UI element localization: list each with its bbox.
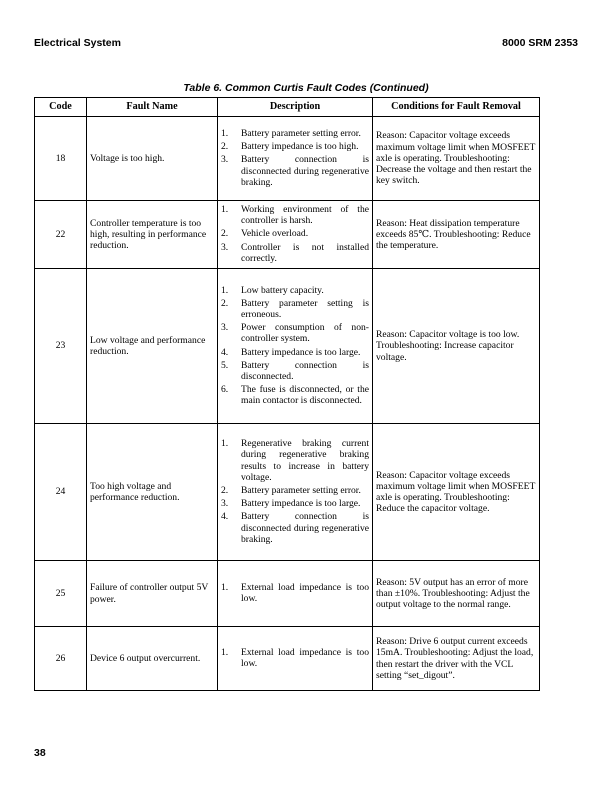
list-item-number: 2.	[221, 141, 229, 153]
list-item	[221, 647, 369, 669]
list-item	[221, 582, 369, 604]
list-item	[221, 242, 369, 264]
table-row	[35, 627, 540, 691]
list-item	[221, 511, 369, 545]
fault-code-cell: 18	[35, 117, 87, 201]
fault-name-cell: Failure of controller output 5V power.	[87, 561, 218, 627]
list-item-number: 2.	[221, 484, 229, 496]
column-header-description: Description	[218, 98, 373, 117]
table-row	[35, 424, 540, 561]
page-number: 38	[34, 747, 46, 759]
list-item-number: 3.	[221, 154, 229, 166]
fault-removal-cell: Reason: Heat dissipation temperature exceeds 85℃. Troubleshooting: Reduce the temperature.	[373, 201, 540, 269]
list-item-text: Battery impedance is too large.	[241, 498, 361, 510]
list-item	[221, 360, 369, 382]
table-caption: Table 6. Common Curtis Fault Codes (Continued)	[183, 82, 429, 94]
list-item	[221, 128, 369, 139]
fault-removal-cell: Reason: Drive 6 output current exceeds 15mA. Troubleshooting: Adjust the load, then restart the driver with the VCL setting “set_digout”.	[373, 627, 540, 691]
list-item	[221, 498, 369, 509]
list-item	[221, 384, 369, 406]
description-cell	[218, 117, 373, 201]
table-row	[35, 561, 540, 627]
fault-name-cell: Low voltage and performance reduction.	[87, 269, 218, 424]
table-row	[35, 269, 540, 424]
table-row	[35, 201, 540, 269]
list-item-text: Battery parameter setting is erroneous.	[241, 297, 369, 320]
fault-code-cell: 24	[35, 424, 87, 561]
list-item-text: Battery impedance is too large.	[241, 346, 361, 358]
description-cell	[218, 269, 373, 424]
list-item-number: 3.	[221, 322, 229, 334]
fault-removal-cell: Reason: Capacitor voltage exceeds maximum voltage limit when MOSFEET axle is operating. Troubleshooting: Decrease the voltage and then restart the key switch.	[373, 117, 540, 201]
list-item-number: 3.	[221, 241, 229, 253]
list-item-text: Battery connection is disconnected during regenerative braking.	[241, 154, 369, 188]
list-item-number: 4.	[221, 511, 229, 523]
list-item-text: Battery connection is disconnected.	[241, 359, 369, 382]
list-item-number: 6.	[221, 384, 229, 396]
description-list	[221, 582, 369, 604]
list-item-number: 3.	[221, 498, 229, 510]
description-list	[221, 128, 369, 188]
list-item-text: Battery parameter setting error.	[241, 484, 361, 496]
list-item-text: Working environment of the controller is harsh.	[241, 204, 369, 227]
description-list	[221, 647, 369, 669]
list-item-text: Controller is not installed correctly.	[241, 241, 369, 264]
fault-name-cell: Too high voltage and performance reduction.	[87, 424, 218, 561]
list-item	[221, 298, 369, 320]
description-cell	[218, 201, 373, 269]
fault-removal-cell: Reason: Capacitor voltage is too low. Troubleshooting: Increase capacitor voltage.	[373, 269, 540, 424]
column-header-conditions: Conditions for Fault Removal	[373, 98, 540, 117]
list-item	[221, 154, 369, 188]
list-item-text: External load impedance is too low.	[241, 646, 369, 670]
list-item-text: Low battery capacity.	[241, 284, 324, 296]
table-row	[35, 117, 540, 201]
fault-code-cell: 25	[35, 561, 87, 627]
list-item	[221, 204, 369, 226]
list-item	[221, 438, 369, 483]
list-item-number: 1.	[221, 204, 229, 215]
list-item	[221, 322, 369, 344]
list-item	[221, 141, 369, 152]
list-item-number: 2.	[221, 297, 229, 309]
description-list	[221, 204, 369, 264]
list-item-text: Battery parameter setting error.	[241, 127, 361, 139]
list-item-number: 4.	[221, 346, 229, 358]
list-item-number: 5.	[221, 359, 229, 371]
list-item-text: Battery impedance is too high.	[241, 141, 359, 153]
fault-code-cell: 22	[35, 201, 87, 269]
list-item-number: 1.	[221, 127, 229, 139]
fault-name-cell: Device 6 output overcurrent.	[87, 627, 218, 691]
list-item	[221, 228, 369, 239]
list-item-number: 1.	[221, 646, 229, 658]
list-item-text: Power consumption of non-controller system.	[241, 322, 369, 345]
fault-name-cell: Controller temperature is too high, resulting in performance reduction.	[87, 201, 218, 269]
description-list	[221, 285, 369, 407]
column-header-code: Code	[35, 98, 87, 117]
table-body	[35, 117, 540, 691]
fault-removal-cell: Reason: Capacitor voltage exceeds maximum voltage limit when MOSFEET axle is operating. Troubleshooting: Reduce the capacitor voltage.	[373, 424, 540, 561]
table-header-row	[35, 98, 540, 117]
list-item-number: 1.	[221, 284, 229, 296]
description-cell	[218, 424, 373, 561]
list-item	[221, 485, 369, 496]
list-item-text: External load impedance is too low.	[241, 581, 369, 605]
list-item	[221, 285, 369, 296]
list-item-number: 1.	[221, 581, 229, 593]
description-cell	[218, 561, 373, 627]
fault-removal-cell: Reason: 5V output has an error of more than ±10%. Troubleshooting: Adjust the output voltage to the normal range.	[373, 561, 540, 627]
list-item-text: Battery connection is disconnected during regenerative braking.	[241, 511, 369, 545]
description-list	[221, 438, 369, 545]
list-item-text: Regenerative braking current during regenerative braking results to increase in battery voltage.	[241, 438, 369, 483]
fault-code-cell: 23	[35, 269, 87, 424]
list-item-number: 2.	[221, 228, 229, 240]
fault-code-table	[34, 97, 540, 691]
column-header-fault-name: Fault Name	[87, 98, 218, 117]
fault-name-cell: Voltage is too high.	[87, 117, 218, 201]
fault-code-cell: 26	[35, 627, 87, 691]
list-item-number: 1.	[221, 438, 229, 450]
list-item	[221, 347, 369, 358]
section-header: Electrical System	[34, 37, 121, 49]
document-number: 8000 SRM 2353	[502, 37, 578, 49]
list-item-text: Vehicle overload.	[241, 228, 309, 240]
list-item-text: The fuse is disconnected, or the main contactor is disconnected.	[241, 384, 369, 407]
description-cell	[218, 627, 373, 691]
